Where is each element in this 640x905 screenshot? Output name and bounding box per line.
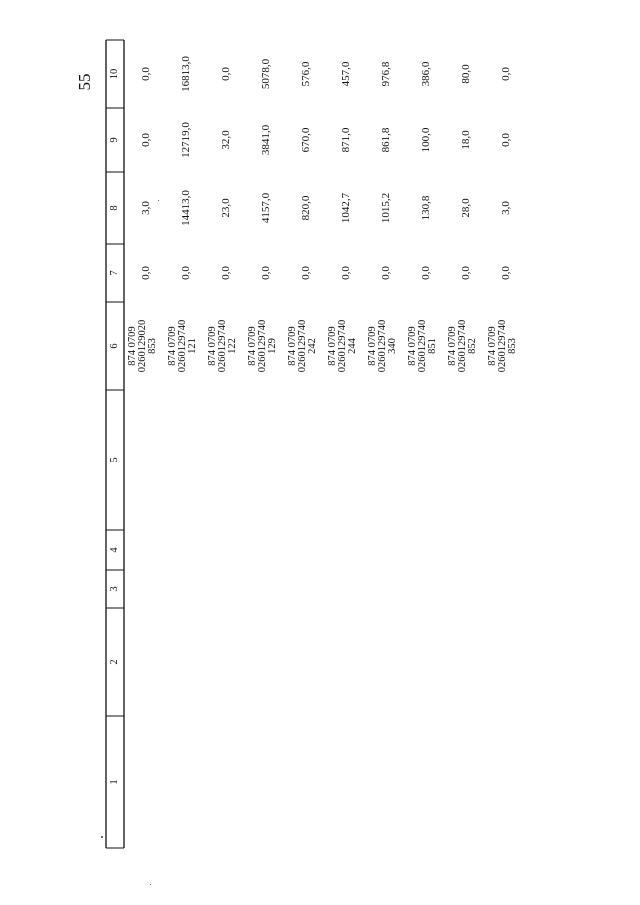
page-number: 55 — [75, 73, 94, 91]
scan-speck — [101, 836, 103, 838]
column-header-5: 5 — [109, 457, 120, 463]
table-row — [128, 40, 168, 848]
budget-code-cell: 874 0709 0260129740 853 — [487, 319, 518, 373]
value-col-8: 3,0 — [140, 201, 152, 215]
value-col-9: 0,0 — [500, 133, 512, 147]
column-header-8: 8 — [109, 205, 120, 211]
value-col-10: 576,0 — [300, 61, 312, 87]
value-col-7: 0,0 — [180, 266, 192, 280]
scan-speck — [150, 884, 151, 885]
value-col-9: 32,0 — [220, 130, 232, 150]
value-col-8: 820,0 — [300, 195, 312, 221]
budget-code-cell: 874 0709 0260129740 851 — [407, 319, 438, 373]
value-col-10: 0,0 — [500, 67, 512, 81]
value-col-7: 0,0 — [420, 266, 432, 280]
table-row — [408, 40, 448, 848]
table-row — [328, 40, 368, 848]
column-header-6: 6 — [109, 343, 120, 349]
value-col-10: 457,0 — [340, 61, 352, 87]
table-row — [448, 40, 488, 848]
column-header-1: 1 — [109, 779, 120, 785]
table-row — [488, 40, 528, 848]
value-col-8: 3,0 — [500, 201, 512, 215]
table-row — [168, 40, 208, 848]
value-col-10: 16813,0 — [180, 56, 192, 92]
budget-code-cell: 874 0709 0260129740 129 — [247, 319, 278, 373]
value-col-9: 100,0 — [420, 127, 432, 153]
column-header-9: 9 — [109, 137, 120, 143]
budget-code-cell: 874 0709 0260129740 340 — [367, 319, 398, 373]
value-col-7: 0,0 — [500, 266, 512, 280]
value-col-8: 4157,0 — [260, 192, 272, 224]
value-col-10: 976,8 — [380, 61, 392, 87]
value-col-9: 670,0 — [300, 127, 312, 153]
value-col-7: 0,0 — [380, 266, 392, 280]
value-col-7: 0,0 — [220, 266, 232, 280]
value-col-10: 0,0 — [140, 67, 152, 81]
rotated-table — [106, 40, 526, 848]
value-col-7: 0,0 — [340, 266, 352, 280]
column-header-2: 2 — [109, 659, 120, 665]
column-header-10: 10 — [109, 68, 120, 80]
budget-code-cell: 874 0709 0260129740 244 — [327, 319, 358, 373]
table-row — [368, 40, 408, 848]
value-col-10: 5078,0 — [260, 58, 272, 90]
value-col-9: 18,0 — [460, 130, 472, 150]
budget-code-cell: 874 0709 0260129740 122 — [207, 319, 238, 373]
value-col-9: 3841,0 — [260, 124, 272, 156]
value-col-8: 1042,7 — [340, 192, 352, 224]
value-col-7: 0,0 — [300, 266, 312, 280]
value-col-9: 861,8 — [380, 127, 392, 153]
value-col-7: 0,0 — [140, 266, 152, 280]
value-col-9: 871,0 — [340, 127, 352, 153]
budget-code-cell: 874 0709 0260129740 242 — [287, 319, 318, 373]
value-col-8: 23,0 — [220, 198, 232, 218]
value-col-7: 0,0 — [260, 266, 272, 280]
value-col-8: 14413,0 — [180, 190, 192, 226]
budget-code-cell: 874 0709 0260129020 853 — [127, 319, 158, 373]
value-col-10: 0,0 — [220, 67, 232, 81]
value-col-9: 0,0 — [140, 133, 152, 147]
value-col-7: 0,0 — [460, 266, 472, 280]
column-header-3: 3 — [109, 586, 120, 592]
table-row — [248, 40, 288, 848]
value-col-9: 12719,0 — [180, 122, 192, 158]
scan-speck — [158, 200, 159, 201]
value-col-10: 80,0 — [460, 64, 472, 84]
value-col-8: 28,0 — [460, 198, 472, 218]
budget-code-cell: 874 0709 0260129740 852 — [447, 319, 478, 373]
value-col-8: 1015,2 — [380, 192, 392, 224]
column-header-7: 7 — [109, 270, 120, 276]
table-row — [288, 40, 328, 848]
table-row — [208, 40, 248, 848]
value-col-8: 130,8 — [420, 195, 432, 221]
column-header-4: 4 — [109, 547, 120, 553]
value-col-10: 386,0 — [420, 61, 432, 87]
budget-code-cell: 874 0709 0260129740 121 — [167, 319, 198, 373]
